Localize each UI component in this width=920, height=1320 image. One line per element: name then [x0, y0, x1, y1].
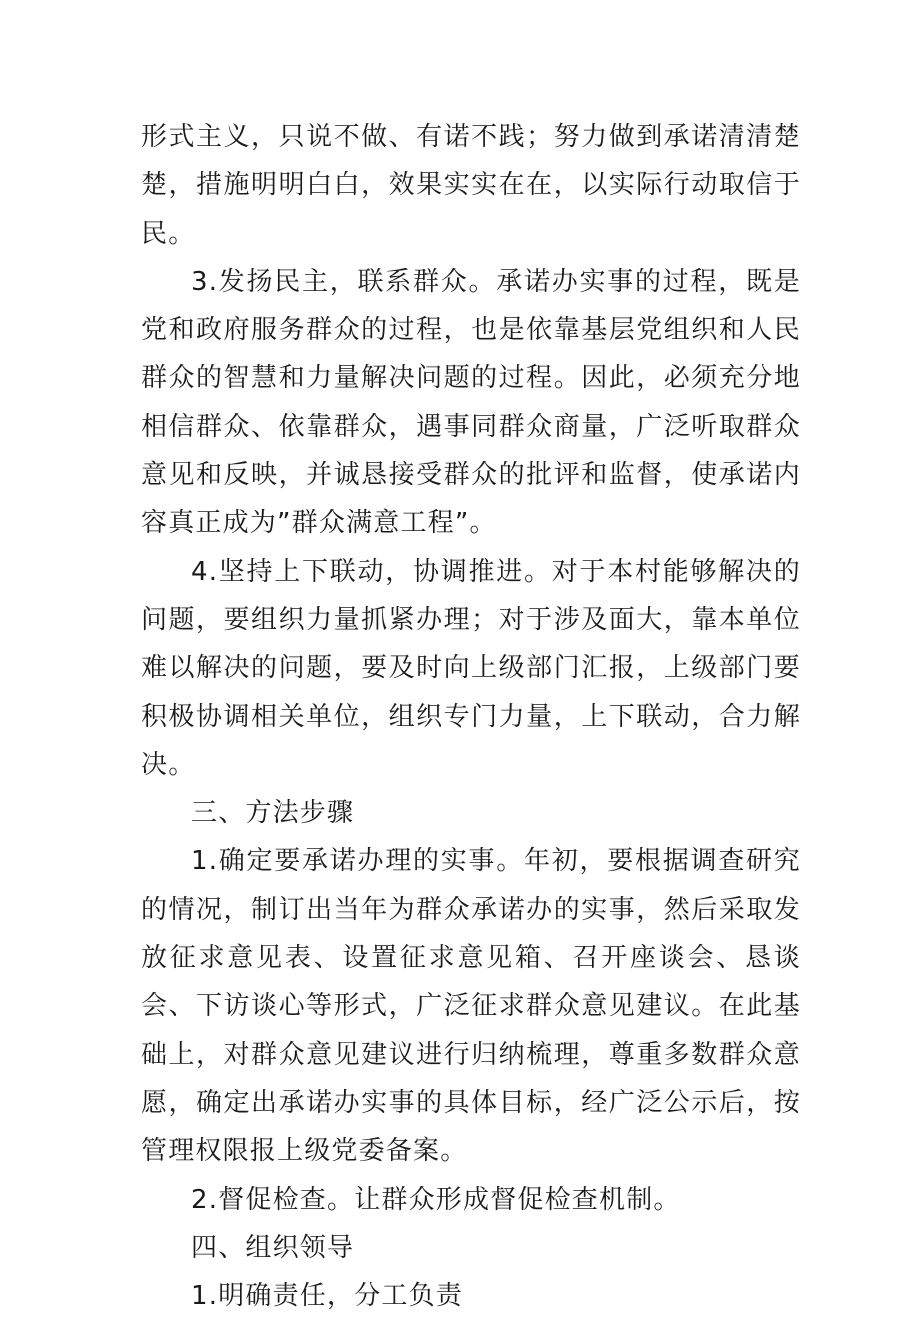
paragraph-step-2: 2.督促检查。让群众形成督促检查机制。 — [191, 1184, 681, 1215]
section-heading-methods: 三、方法步骤 — [191, 798, 355, 829]
paragraph-step-1: 1.确定要承诺办理的实事。年初，要根据调查研究的情况，制订出当年为群众承诺办的实事，然后采取发放征求意见表、设置征求意见箱、召开座谈会、恳谈会、下访谈心等形式，广泛征求群众意见建议。在此基础上，对群众意见建议进行归纳梳理，尊重多数群众意愿，确定出承诺办实事的具体目标，经广泛公示后，按管理权限报上级党委备案。 — [141, 846, 801, 1167]
document-body — [141, 113, 801, 1320]
paragraph-org-1: 1.明确责任，分工负责 — [191, 1281, 464, 1312]
paragraph-point-4: 4.坚持上下联动，协调推进。对于本村能够解决的问题，要组织力量抓紧办理；对于涉及面大，靠本单位难以解决的问题，要及时向上级部门汇报，上级部门要积极协调相关单位，组织专门力量，上下联动，合力解决。 — [141, 556, 801, 780]
paragraph-point-3: 3.发扬民主，联系群众。承诺办实事的过程，既是党和政府服务群众的过程，也是依靠基层党组织和人民群众的智慧和力量解决问题的过程。因此，必须充分地相信群众、依靠群众，遇事同群众商量，广泛听取群众意见和反映，并诚恳接受群众的批评和监督，使承诺内容真正成为”群众满意工程”。 — [141, 266, 801, 539]
section-heading-organization: 四、组织领导 — [191, 1232, 355, 1263]
paragraph-continuation: 形式主义，只说不做、有诺不践；努力做到承诺清清楚楚，措施明明白白，效果实实在在，以实际行动取信于民。 — [141, 122, 801, 249]
